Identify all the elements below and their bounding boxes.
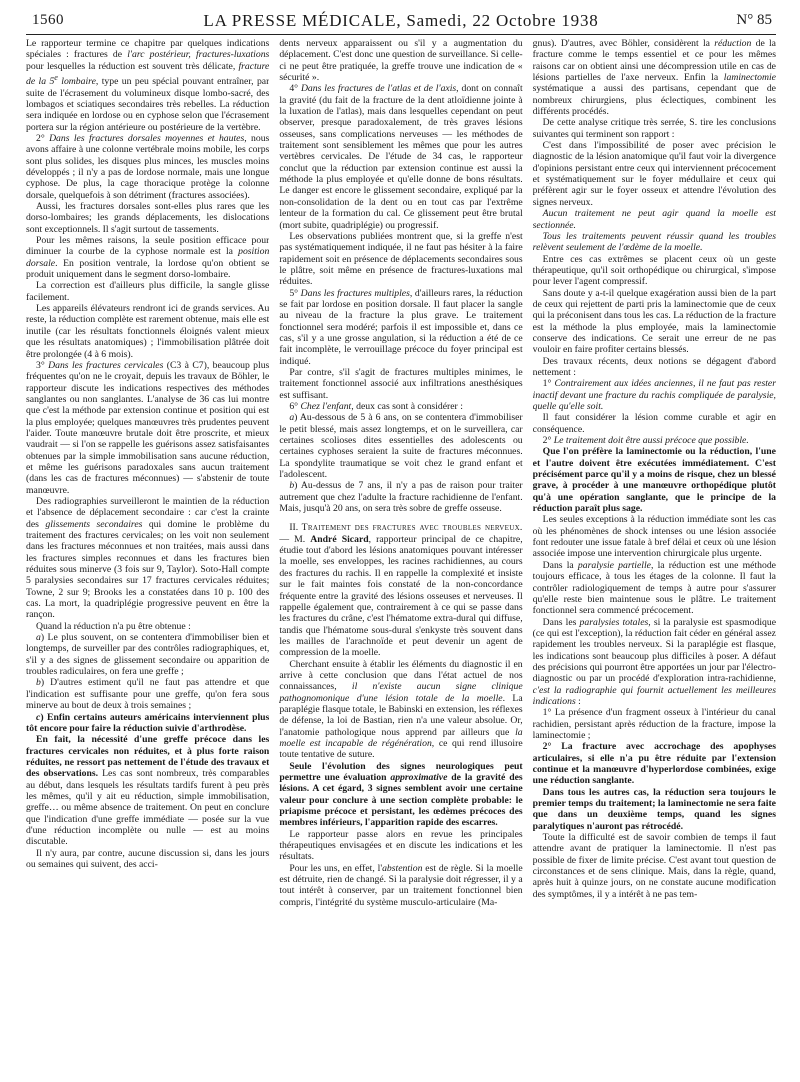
paragraph: a) Le plus souvent, on se contentera d'immobiliser bien et longtemps, de surveiller par des contrôles radiographiques, et, s'il y a des signes de glissement secondaire ou apparition de troubles radiculaires, on fera une greffe ;	[26, 632, 270, 678]
paragraph: 4° Dans les fractures de l'atlas et de l'axis, dont on connaît la gravité (du fait de la fracture de la dent atloïdienne jointe à la luxation de l'atlas), mais dans lesquelles cependant on peut observer, presque paradoxalement, de très graves lésions osseuses, sans complications nerveuses — les méthodes de traitement sont sensiblement les mêmes que pour les autres vertèbres cervicales. De l'étude de 34 cas, le rapporteur conclut que la réduction par extension continue est aussi la méthode la plus employée et qu'elle donne de bons résultats. Le danger est encore le glissement secondaire, expliqué par la non-consolidation de la dent ou en tout cas par l'extrême lenteur de la formation du cal. Ce glissement peut être brutal (mort subite, quadriplégie) ou progressif.	[279, 83, 523, 231]
paragraph: c) Enfin certains auteurs américains interviennent plus tôt encore pour faire la réduction suivie d'arthrodèse.	[26, 711, 270, 734]
paragraph: 1° La présence d'un fragment osseux à l'intérieur du canal rachidien, persistant après réduction de la fracture, impose la laminectomie ;	[532, 707, 776, 741]
paragraph: gnus). D'autres, avec Böhler, considèrent la réduction de la fracture comme le temps essentiel et ce pour les mêmes raisons car on obtient ainsi une décompression utile en cas de lésions partielles de l'axe nerveux. Enfin la laminectomie systématique a aussi des partisans, cependant que de nombreux chirurgiens, plus éclectiques, combinent les différents procédés.	[532, 38, 776, 118]
paragraph: Entre ces cas extrêmes se placent ceux où un geste thérapeutique, qu'il soit orthopédique ou chirurgical, s'impose pour lever l'agent compressif.	[532, 253, 776, 288]
paragraph: Les appareils élévateurs rendront ici de grands services. Au reste, la réduction complète est rarement obtenue, mais elle est inutile (car les résultats fonctionnels éloignés valent mieux que les résultats anatomiques) ; l'immobilisation plâtrée doit être prolongée (4 à 6 mois).	[26, 303, 270, 360]
paragraph: Quand la réduction n'a pu être obtenue :	[36, 620, 191, 632]
paragraph: 2° La fracture avec accrochage des apophyses articulaires, si elle n'a pu être réduite par l'extension continue et la manœuvre d'hyperlordose combinées, exige une réduction sanglante.	[532, 741, 776, 787]
paragraph: Il n'y aura, par contre, aucune discussion si, dans les jours ou semaines qui suivent, des acci-	[26, 847, 270, 870]
paragraph: Pour les mêmes raisons, la seule position efficace pour diminuer la courbe de la cyphose normale est la position dorsale. En position ventrale, la lordose qu'on obtient se produit uniquement dans le segment dorso-lombaire.	[26, 235, 270, 281]
paragraph: 6° Chez l'enfant, deux cas sont à considérer :	[289, 401, 463, 412]
paragraph: Toute la difficulté est de savoir combien de temps il faut attendre avant de pratiquer la laminectomie. Il n'est pas possible de fixer de limite précise. C'est avant tout question de circonstances et de sens clinique. Mais, dans la règle, quand, après huit à quinze jours, on ne constate aucune modification des symptômes, il y a intérêt à ne pas tem-	[532, 832, 776, 900]
paragraph: 1° Contrairement aux idées anciennes, il ne faut pas rester inactif devant une fracture du rachis compliquée de paralysie, quelle qu'elle soit.	[532, 378, 776, 412]
paragraph: Dans les paralysies totales, si la paralysie est spasmodique (ce qui est l'exception), la réduction fait céder en général assez rapidement les troubles nerveux. Si la paraplégie est flasque, les indications sont beaucoup plus difficiles à poser. A défaut des précisions qui pourront être apportées un jour par l'électro-diagnostic ou par un procédé d'exploration intra-rachidienne, c'est la radiographie qui fournit actuellement les meilleures indications :	[532, 616, 776, 707]
paragraph: Des travaux récents, deux notions se dégagent d'abord nettement :	[532, 355, 776, 378]
paragraph: Tous les traitements peuvent réussir quand les troubles relèvent seulement de l'œdème de la moelle.	[532, 230, 776, 254]
paragraph: Le rapporteur termine ce chapitre par quelques indications spéciales : fractures de l'arc postérieur, fractures-luxations pour lesquelles la réduction est souvent très délicate, fracture de la 5e lombaire, type un peu spécial pouvant entraîner, par suite de l'écrasement du volumineux disque lombo-sacré, des lombagos et sciatiques secondaires très rebelles. La réduction sera indiquée en lordose ou en cyphose selon que l'écrasement portera sur la région antérieure ou postérieure de la vertèbre.	[26, 38, 270, 133]
paragraph: dents nerveux apparaissent ou s'il y a augmentation du déplacement. C'est donc une question de surveillance. Si celle-ci ne peut être pratiquée, la greffe trouve une indication de « sécurité ».	[279, 38, 523, 84]
paragraph: Cherchant ensuite à établir les éléments du diagnostic il en arrive à cette conclusion que dans l'état actuel de nos connaissances, il n'existe aucun signe clinique pathognomonique d'une lésion totale de la moelle. La paraplégie flasque totale, le Babinski en extension, les réflexes de défense, la loi de Bastian, rien n'a une valeur absolue. Or, l'anatomie pathologique nous apprend par ailleurs que la moelle est incapable de régénération, ce qui rend illusoire toute tentative de suture.	[279, 658, 523, 761]
page-header	[26, 6, 776, 35]
column-left	[26, 38, 269, 1070]
paragraph: C'est dans l'impossibilité de poser avec précision le diagnostic de la lésion anatomique qu'il faut voir la divergence d'opinions persistant entre ceux qui interviennent précocement et systématiquement sur le foyer médullaire et ceux qui préfèrent agir sur le foyer osseux et attendre l'évolution des signes nerveux.	[532, 140, 776, 208]
paragraph: Que l'on préfère la laminectomie ou la réduction, l'une et l'autre doivent être exécutées immédiatement. C'est précisément parce qu'il y a moins de risque, chez un blessé grave, à procéder à une manœuvre orthopédique plutôt qu'à une opération sanglante, que le principe de la réduction paraît plus sage.	[532, 446, 776, 515]
column-right	[533, 38, 776, 1070]
paragraph: En fait, la nécessité d'une greffe précoce dans les fractures cervicales non réduites, et à plus forte raison réduites, ne ressort pas nettement de l'étude des travaux et des observations. Les cas sont nombreux, très comparables au début, dans lesquels les résultats tardifs furent à peu près les mêmes, qu'il y ait eu réduction, simple immobilisation, greffe… ou même absence de traitement. On peut en conclure que l'indication d'une greffe immédiate — posée sur la vue d'une réduction incomplète ou nulle — est au moins discutable.	[26, 734, 270, 848]
page-number: 1560	[32, 12, 64, 28]
paragraph: a) Au-dessous de 5 à 6 ans, on se contentera d'immobiliser le petit blessé, mais assez longtemps, et on le surveillera, car certaines scolioses dites essentielles des adolescents ou certaines cyphoses seraient la suite de fractures méconnues. La spondylite traumatique se voit chez le grand enfant et l'adolescent.	[279, 412, 523, 481]
journal-title: LA PRESSE MÉDICALE, Samedi, 22 Octobre 1938	[203, 11, 599, 30]
paragraph: 2° Le traitement doit être aussi précoce que possible.	[542, 435, 749, 447]
paragraph: b) Au-dessus de 7 ans, il n'y a pas de raison pour traiter autrement que chez l'adulte la fracture rachidienne de l'enfant. Mais, jusqu'à 20 ans, on sera très sobre de greffe osseuse.	[279, 480, 523, 515]
column-middle	[279, 38, 522, 1070]
paragraph: Dans la paralysie partielle, la réduction est une méthode toujours efficace, à tous les étages de la colonne. Il faut la contrôler radiologiquement de temps à autre pour s'assurer qu'elle reste bien maintenue sous le plâtre. Le traitement fonctionnel sera commencé précocement.	[532, 559, 776, 617]
paragraph: Le rapporteur passe alors en revue les principales thérapeutiques envisagées et en discute les indications et les résultats.	[279, 828, 523, 863]
paragraph: 5° Dans les fractures multiples, d'ailleurs rares, la réduction se fait par lordose en position dorsale. Il faut placer la sangle au niveau de la fracture la plus grave. Le traitement fonctionnel sera modéré; parfois il est impossible et, dans ce cas, s'il y a une grosse angulation, si la réduction a été de ce fait incomplète, le verrouillage précoce du foyer principal est indiqué.	[279, 287, 523, 367]
paragraph: De cette analyse critique très serrée, S. tire les conclusions suivantes qui terminent son rapport :	[532, 117, 776, 140]
text-columns	[26, 38, 776, 1070]
paragraph: Pour les uns, en effet, l'abstention est de règle. Si la moelle est détruite, rien de changé. Si la paralysie doit régresser, il y a tout intérêt à conserver, par un traitement fonctionnel bien compris, l'intégrité du système musculo-articulaire (Ma-	[279, 862, 523, 908]
paragraph: 3° Dans les fractures cervicales (C3 à C7), beaucoup plus fréquentes qu'on ne le croyait, depuis les travaux de Böhler, le rapporteur discute les indications respectives des méthodes sanglantes ou non sanglantes. L'analyse de 36 cas lui montre que c'est la méthode par extension continue et position qui est la plus employée; quelques manœuvres très prudentes peuvent l'aider. Toute manœuvre brutale doit être proscrite, et mieux vaudrait — si l'on se rappelle les guérisons assez satisfaisantes obtenues par la simple immobilisation sans aucune réduction, et même les guérisons paradoxales sans aucun traitement (dans les cas de fractures méconnues) — s'abstenir de toute manœuvre.	[26, 359, 270, 496]
paragraph: II. Traitement des fractures avec troubles nerveux. — M. André Sicard, rapporteur principal de ce chapitre, étudie tout d'abord les lésions anatomiques pouvant intéresser la moelle, ses enveloppes, les racines rachidiennes, au cours des fractures du rachis. Il en rappelle la complexité et insiste sur le fait maintes fois constaté de la non-concordance fréquente entre la gravité des lésions osseuses et nerveuses. Il rappelle également que, contrairement à ce qui se passe dans les fractures du crâne, c'est l'hématome extra-dural qui diffuse, tandis que l'hématome sous-dural s'enkyste très souvent dans les mailles de l'arachnoïde et peut devenir un agent de compression de la moelle.	[279, 522, 523, 659]
paragraph: Dans tous les autres cas, la réduction sera toujours le premier temps du traitement; la laminectomie ne sera faite que dans un deuxième temps, quand les signes paralytiques n'auront pas rétrocédé.	[532, 786, 776, 832]
paragraph: La correction est d'ailleurs plus difficile, la sangle glisse facilement.	[26, 280, 270, 303]
paragraph: Les seules exceptions à la réduction immédiate sont les cas où les phénomènes de shock intenses ou une lésion associée font redouter une issue fatale à bref délai et ceux où une lésion associée impose une intervention chirurgicale plus urgente.	[532, 514, 776, 560]
paragraph: Les observations publiées montrent que, si la greffe n'est pas systématiquement indiquée, il ne faut pas hésiter à la faire rapidement soit en présence de déplacements secondaires sous le plâtre, soit même en présence de fractures-luxations mal réduites.	[279, 230, 523, 288]
paragraph: Aussi, les fractures dorsales sont-elles plus rares que les dorso-lombaires; les grands déplacements, les dislocations sont exceptionnels. Il s'agit surtout de tassements.	[26, 201, 270, 235]
paragraph: Aucun traitement ne peut agir quand la moelle est sectionnée.	[532, 208, 776, 231]
paragraph: Par contre, s'il s'agit de fractures multiples minimes, le traitement fonctionnel associé aux infiltrations anesthésiques est suffisant.	[279, 366, 523, 401]
paragraph: Des radiographies surveilleront le maintien de la réduction et l'absence de déplacement secondaire : car c'est la crainte des glissements secondaires qui domine le problème du traitement des fractures cervicales; on les voit non seulement dans les fractures méconnues et non traitées, mais aussi dans les fractures simples reconnues et dans les fractures bien réduites sous minerve (3 fois sur 9, Taylor). Soto-Hall compte 5 paralysies secondaires sur 17 fractures cervicales réduites; Towne, 2 sur 9; Brooks les a constatées dans 10 p. 100 des cas. La mort, la quadriplégie progressive peuvent en être la rançon.	[26, 495, 270, 621]
paragraph: b) D'autres estiment qu'il ne faut pas attendre et que l'indication est suffisante pour une greffe, qu'on fera sous minerve au bout de deux à trois semaines ;	[26, 677, 270, 712]
paragraph: 2° Dans les fractures dorsales moyennes et hautes, nous avons affaire à une colonne vertébrale moins mobile, les corps sont plus solides, les disques plus minces, les muscles moins développés ; il n'y a pas de lordose normale, mais une longue cyphose. De plus, la cage thoracique protège la colonne dorsale, quelquefois à son détriment (fractures associées).	[26, 132, 270, 201]
paragraph: Seule l'évolution des signes neurologiques peut permettre une évaluation approximative de la gravité des lésions. A cet égard, 3 signes semblent avoir une certaine valeur pour conclure à une section complète probable: le priapisme précoce et persistant, les œdèmes précoces des membres inférieurs, l'apparition rapide des escarres.	[279, 760, 523, 829]
paragraph: Sans doute y a-t-il quelque exagération aussi bien de la part de ceux qui rejettent de parti pris la laminectomie que de ceux qui la préconisent dans tous les cas. La réduction de la fracture est la méthode la plus employée, mais la laminectomie conserve des indications. Ce serait une erreur de ne pas vouloir en faire profiter certains blessés.	[532, 287, 776, 356]
issue-number: N° 85	[736, 12, 772, 28]
paragraph: Il faut considérer la lésion comme curable et agir en conséquence.	[532, 412, 776, 435]
